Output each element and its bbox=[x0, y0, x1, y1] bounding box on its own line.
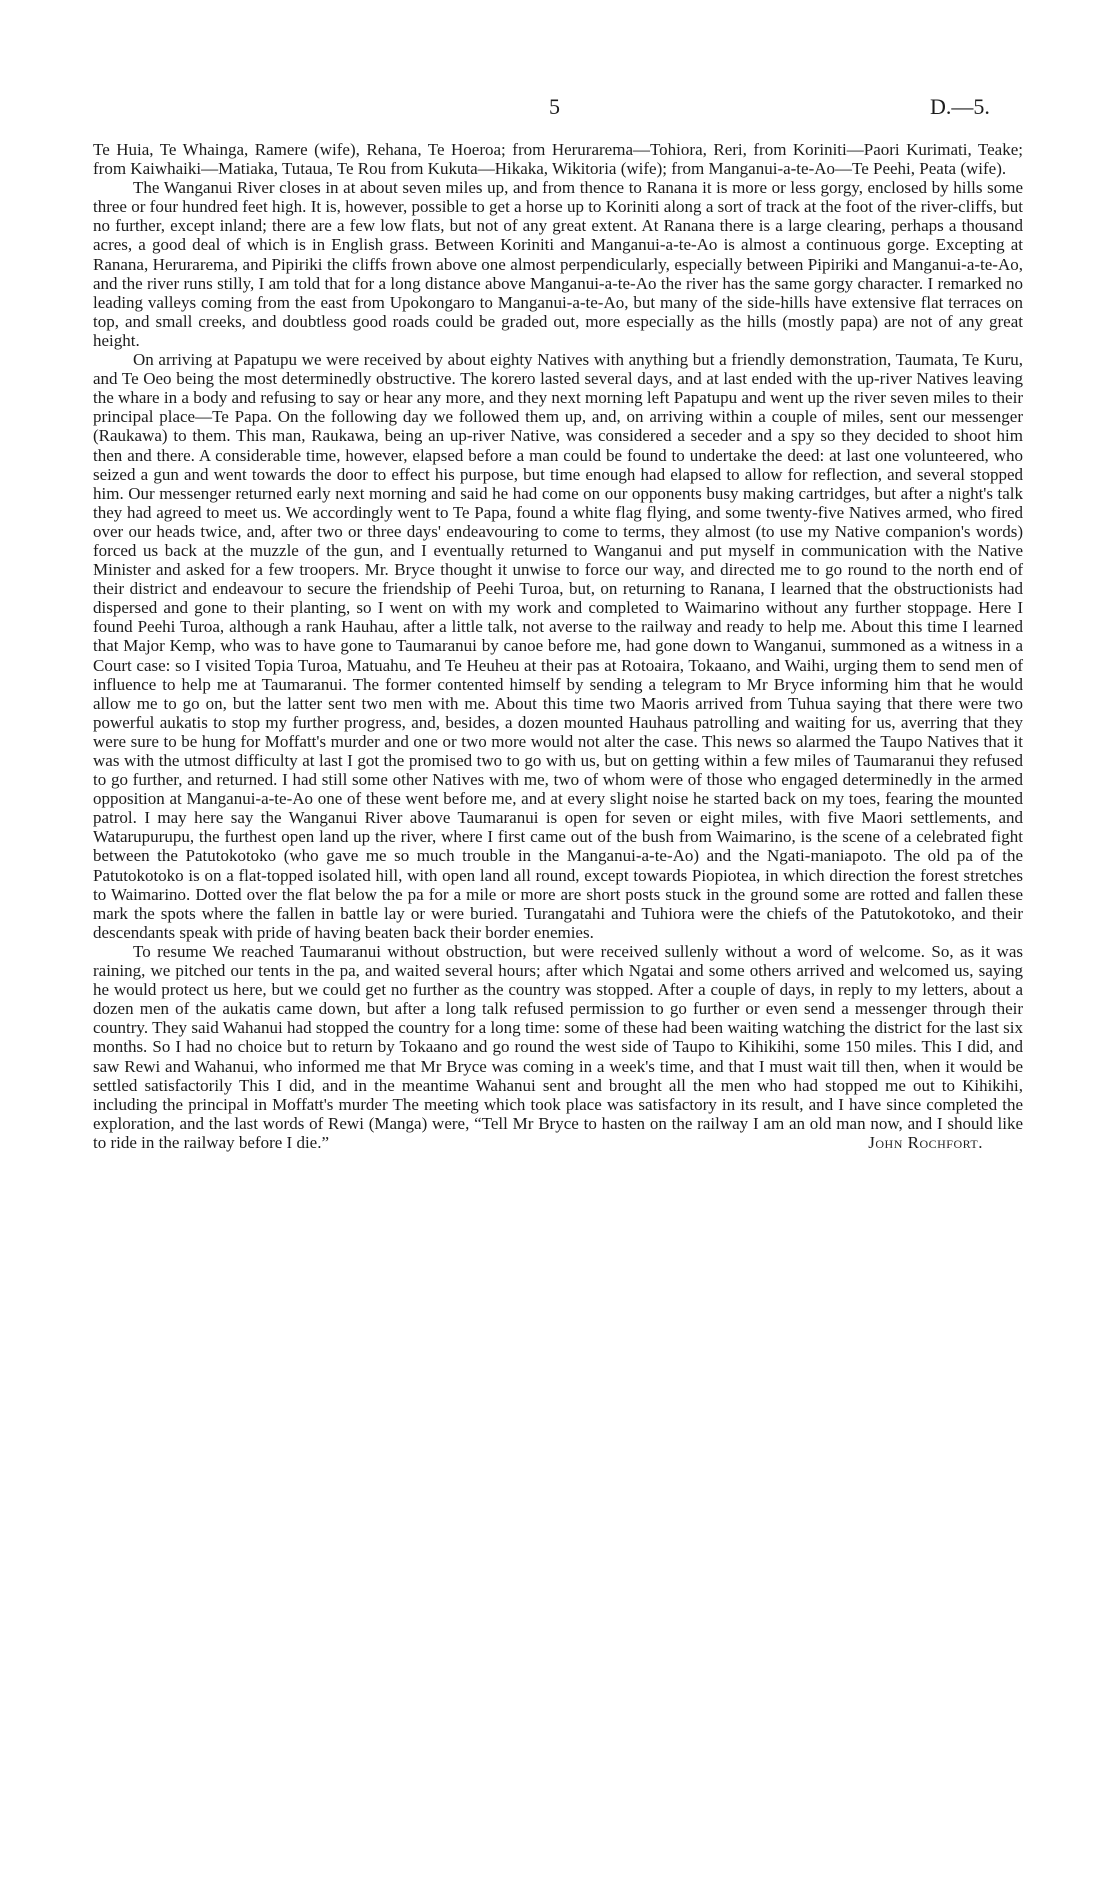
document-code: D.—5. bbox=[930, 94, 990, 119]
author-signature: John Rochfort. bbox=[868, 1132, 983, 1152]
report-body bbox=[93, 140, 1023, 1152]
closing-paragraph-block bbox=[93, 942, 1023, 1152]
paragraph-river-description: The Wanganui River closes in at about seven miles up, and from thence to Ranana it is more or less gorgy, enclosed by hills some three or four hundred feet high. It is, however, possible to get a horse up to Koriniti along a sort of track at the foot of the river-cliffs, but no further, except inland; there are a few low flats, but not of any great extent. At Ranana there is a large clearing, perhaps a thousand acres, a good deal of which is in English grass. Between Koriniti and Manganui-a-te-Ao is almost a continuous gorge. Excepting at Ranana, Herurarema, and Pipiriki the cliffs frown above one almost perpendicularly, especially between Pipiriki and Manganui-a-te-Ao, and the river runs stilly, I am told that for a long distance above Manganui-a-te-Ao the river has the same gorgy character. I remarked no leading valleys coming from the east from Upokongaro to Manganui-a-te-Ao, but many of the side-hills have extensive flat terraces on top, and small creeks, and doubtless good roads could be graded out, more especially as the hills (mostly papa) are not of any great height. bbox=[93, 178, 1023, 350]
page-number: 5 bbox=[549, 94, 560, 119]
paragraph-natives-list: Te Huia, Te Whainga, Ramere (wife), Rehana, Te Hoeroa; from Herurarema—Tohiora, Reri, from Koriniti—Paori Kurimati, Teake; from Kaiwhaiki—Matiaka, Tutaua, Te Rou from Kukuta—Hikaka, Wikitoria (wife); from Manganui-a-te-Ao—Te Peehi, Peata (wife). bbox=[93, 140, 1023, 179]
paragraph-papatupu-journey: On arriving at Papatupu we were received by about eighty Natives with anything but a friendly demonstration, Taumata, Te Kuru, and Te Oeo being the most determinedly obstructive. The korero lasted several days, and at last ended with the up-river Natives leaving the whare in a body and refusing to say or hear any more, and they next morning left Papatupu and went up the river seven miles to their principal place—Te Papa. On the following day we followed them up, and, on arriving within a couple of miles, sent our messenger (Raukawa) to them. This man, Raukawa, being an up-river Native, was considered a seceder and a spy so they decided to shoot him then and there. A considerable time, however, elapsed before a man could be found to undertake the deed: at last one volunteered, who seized a gun and went towards the door to effect his purpose, but time enough had elapsed to allow for reflection, and several stopped him. Our messenger returned early next morning and said he had come on our opponents busy making cartridges, but after a night's talk they had agreed to meet us. We accordingly went to Te Papa, found a white flag flying, and some twenty-five Natives armed, who fired over our heads twice, and, after two or three days' endeavouring to come to terms, they almost (to use my Native companion's words) forced us back at the muzzle of the gun, and I eventually returned to Wanganui and put myself in communication with the Native Minister and asked for a few troopers. Mr. Bryce thought it unwise to force our way, and directed me to go round to the north end of their district and endeavour to secure the friendship of Peehi Turoa, but, on returning to Ranana, I learned that the obstructionists had dispersed and gone to their planting, so I went on with my work and completed to Waimarino without any further stoppage. Here I found Peehi Turoa, although a rank Hauhau, after a little talk, not averse to the railway and ready to help me. About this time I learned that Major Kemp, who was to have gone to Taumaranui by canoe before me, had gone down to Wanganui, summoned as a witness in a Court case: so I visited Topia Turoa, Matuahu, and Te Heuheu at their pas at Rotoaira, Tokaano, and Waihi, urging them to send men of influence to help me at Taumaranui. The former contented himself by sending a telegram to Mr Bryce informing him that he would allow me to go on, but the latter sent two men with me. About this time two Maoris arrived from Tuhua saying that there were two powerful aukatis to stop my further progress, and, besides, a dozen mounted Hauhaus patrolling and waiting for us, averring that they were sure to be hung for Moffatt's murder and one or two more would not alter the case. This news so alarmed the Taupo Natives that it was with the utmost difficulty at last I got the promised two to go with us, but on getting within a few miles of Taumaranui they refused to go further, and returned. I had still some other Natives with me, two of whom were of those who engaged determinedly in the armed opposition at Manganui-a-te-Ao one of these went before me, and at every slight noise he started back on my toes, fearing the mounted patrol. I may here say the Wanganui River above Taumaranui is open for seven or eight miles, with five Maori settlements, and Watarupurupu, the furthest open land up the river, where I first came out of the bush from Waimarino, is the scene of a celebrated fight between the Patutokotoko (who gave me so much trouble in the Manganui-a-te-Ao) and the Ngati-maniapoto. The old pa of the Patutokotoko is on a flat-topped isolated hill, with open land all round, except towards Piopiotea, in which direction the forest stretches to Waimarino. Dotted over the flat below the pa for a mile or more are short posts stuck in the ground some are rotted and fallen these mark the spots where the fallen in battle lay or were buried. Turangatahi and Tuhiora were the chiefs of the Patutokotoko, and their descendants speak with pride of having beaten back their border enemies. bbox=[93, 350, 1023, 942]
paragraph-taumaranui: To resume We reached Taumaranui without obstruction, but were received sullenly without a word of welcome. So, as it was raining, we pitched our tents in the pa, and waited several hours; after which Ngatai and some others arrived and welcomed us, saying he would protect us here, but we could get no further as the country was stopped. After a couple of days, in reply to my letters, about a dozen men of the aukatis came down, but after a long talk refused permission to go further or even send a messenger through their country. They said Wahanui had stopped the country for a long time: some of these had been waiting watching the district for the last six months. So I had no choice but to return by Tokaano and go round the west side of Taupo to Kihikihi, some 150 miles. This I did, and saw Rewi and Wahanui, who informed me that Mr Bryce was coming in a week's time, and that I must wait till then, when it would be settled satisfactorily This I did, and in the meantime Wahanui sent and brought all the men who had stopped me out to Kihikihi, including the principal in Moffatt's murder The meeting which took place was satisfactory in its result, and I have since completed the exploration, and the last words of Rewi (Manga) were, “Tell Mr Bryce to hasten on the railway I am an old man now, and I should like to ride in the railway before I die.” bbox=[93, 941, 1023, 1152]
